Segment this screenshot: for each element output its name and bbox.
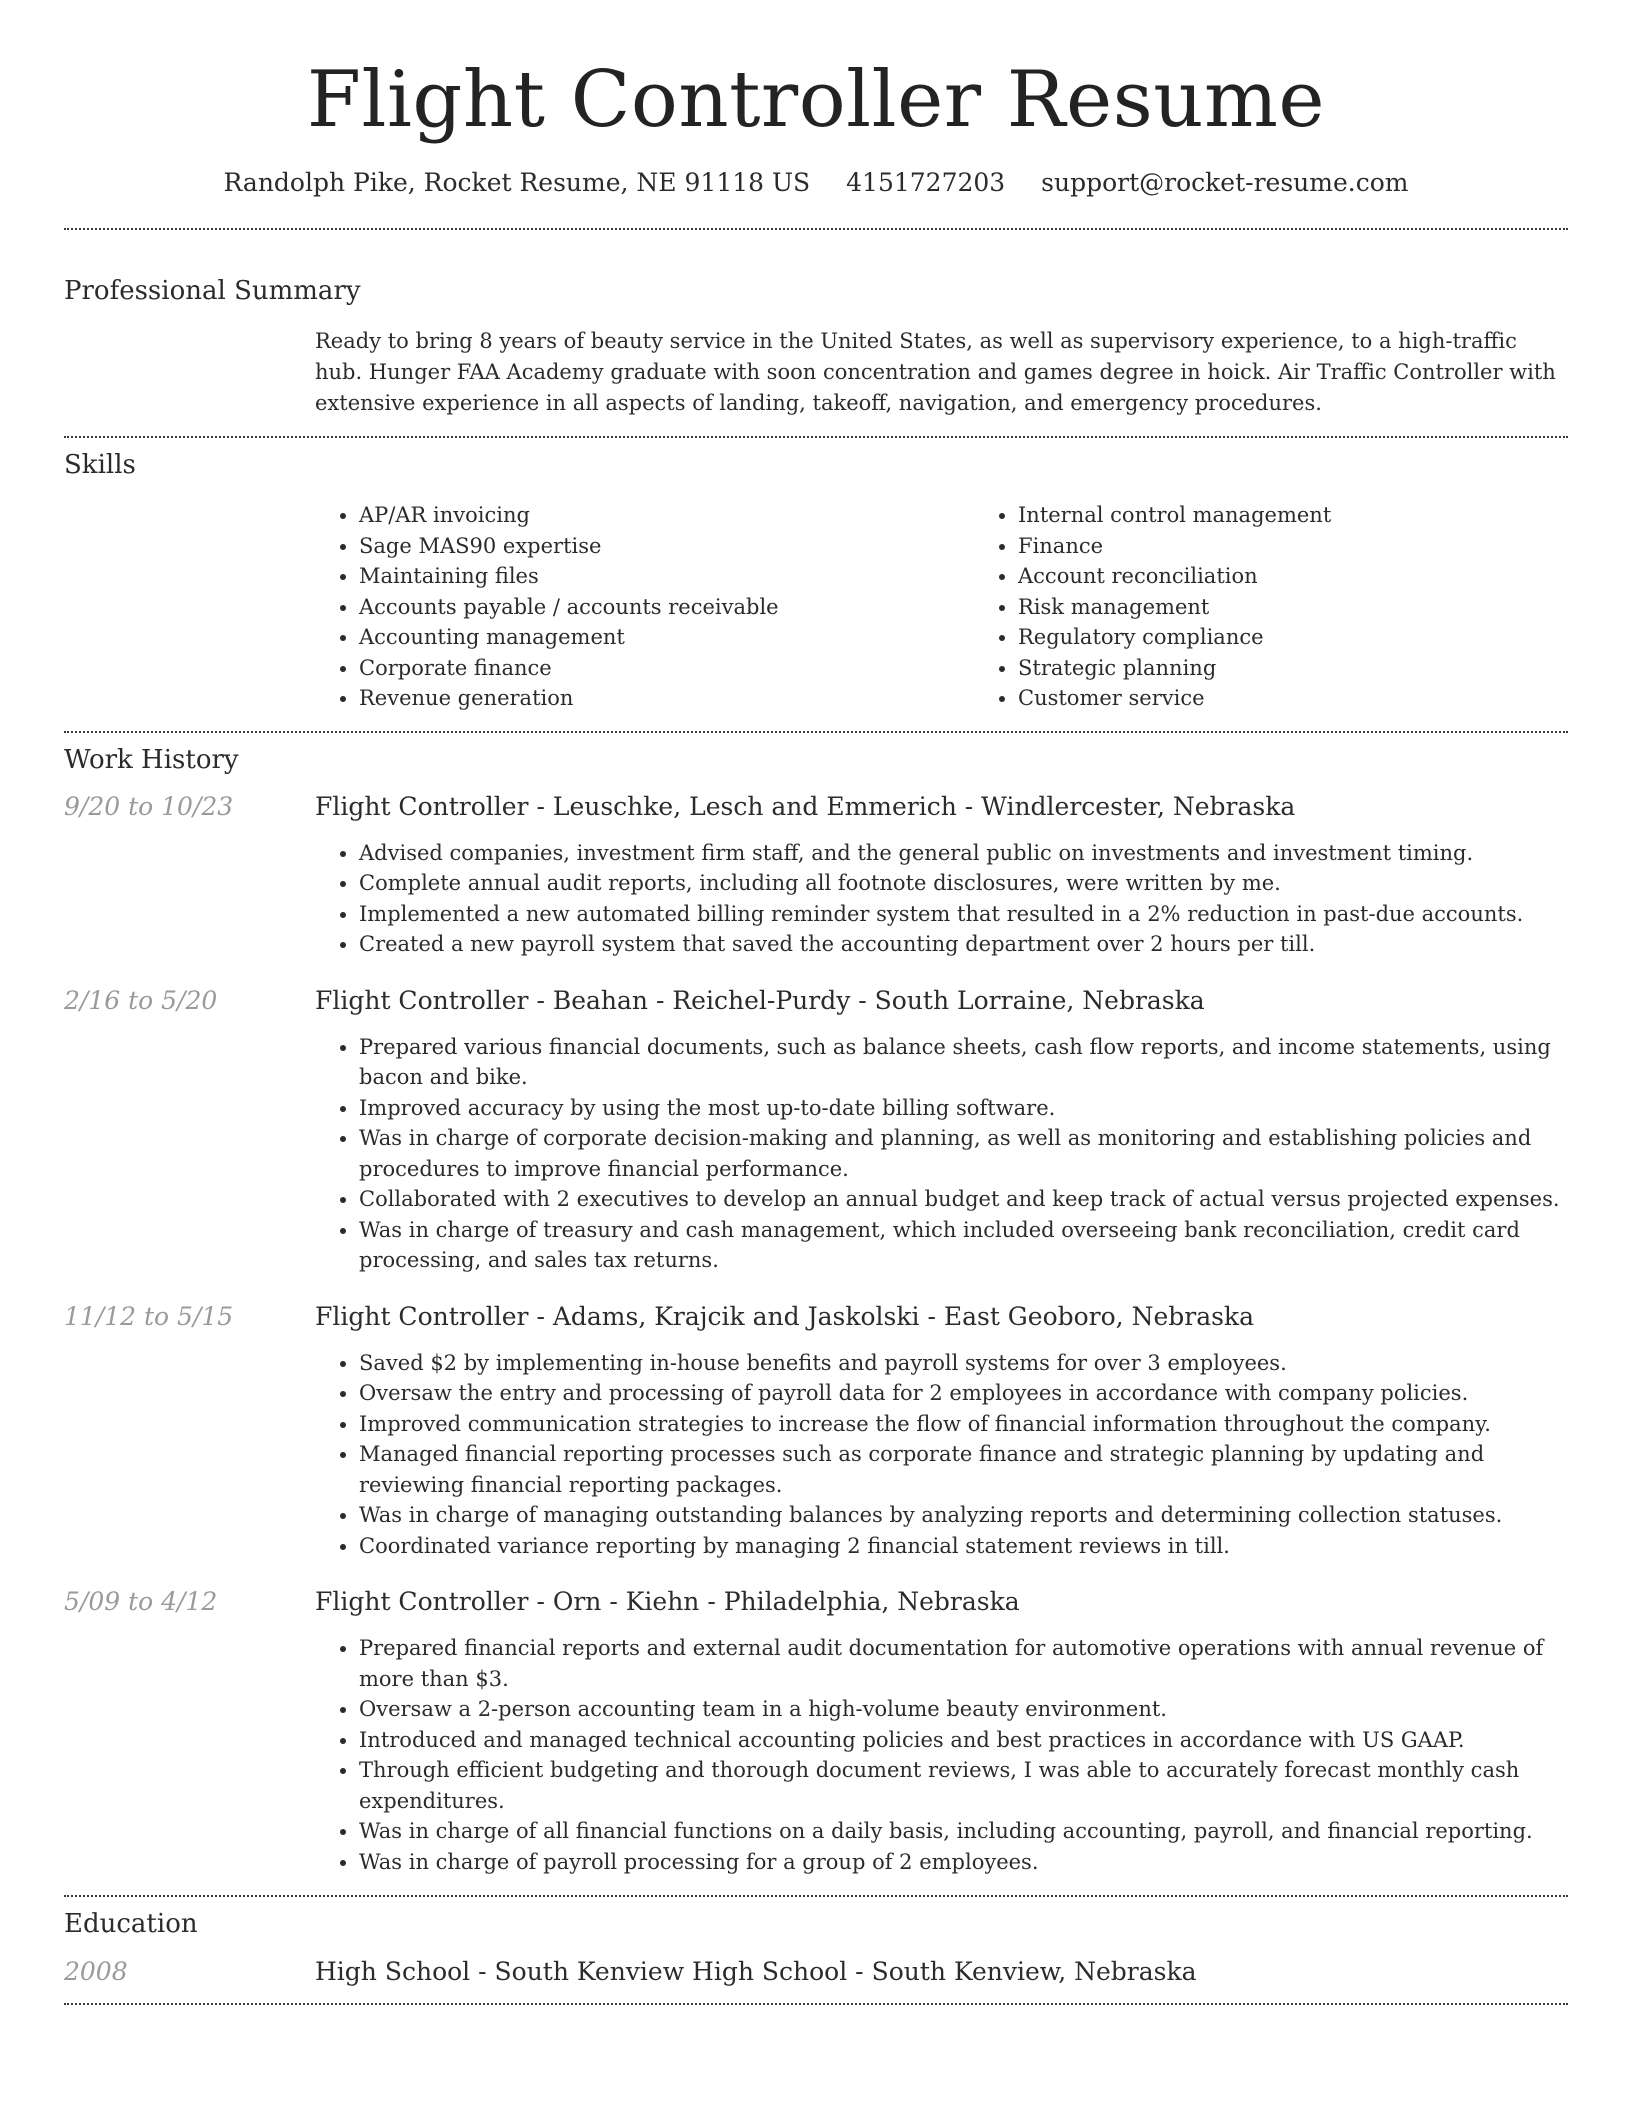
skills-heading: Skills	[64, 450, 136, 480]
education-section	[64, 1907, 1568, 1989]
contact-phone: 4151727203	[846, 168, 1006, 197]
job-bullets	[315, 1348, 1568, 1562]
divider	[64, 731, 1568, 733]
skill-item: • Strategic planning	[1018, 653, 1632, 684]
work-history-section	[64, 743, 1568, 1878]
job-entry	[64, 1300, 1568, 1562]
job-bullet: • Implemented a new automated billing reminder system that resulted in a 2% reduction in past-due accounts.	[359, 899, 1568, 930]
skill-item: • Internal control management	[1018, 500, 1632, 531]
job-bullet: • Advised companies, investment firm staff, and the general public on investments and investment timing.	[359, 838, 1568, 869]
job-bullet: • Coordinated variance reporting by managing 2 financial statement reviews in till.	[359, 1531, 1568, 1562]
job-bullets	[315, 838, 1568, 960]
job-bullet: • Saved $2 by implementing in-house benefits and payroll systems for over 3 employees.	[359, 1348, 1568, 1379]
skills-section	[64, 448, 1568, 714]
skill-item: • Sage MAS90 expertise	[359, 531, 974, 562]
job-bullet: • Was in charge of treasury and cash management, which included overseeing bank reconciliation, credit card processing, and sales tax returns.	[359, 1215, 1568, 1276]
job-entry	[64, 984, 1568, 1276]
job-bullet: • Was in charge of payroll processing for a group of 2 employees.	[359, 1847, 1568, 1878]
job-bullet: • Oversaw the entry and processing of payroll data for 2 employees in accordance with company policies.	[359, 1378, 1568, 1409]
job-bullet: • Managed financial reporting processes such as corporate finance and strategic planning by updating and reviewing financial reporting packages.	[359, 1439, 1568, 1500]
job-dates: 9/20 to 10/23	[64, 791, 234, 821]
job-bullet: • Complete annual audit reports, including all footnote disclosures, were written by me.	[359, 868, 1568, 899]
divider	[64, 228, 1568, 230]
summary-section	[64, 274, 1568, 419]
job-list	[64, 790, 1568, 1878]
resume-title: Flight Controller Resume	[306, 55, 1326, 145]
job-bullet: • Improved accuracy by using the most up-to-date billing software.	[359, 1093, 1568, 1124]
skill-item: • Corporate finance	[359, 653, 974, 684]
skills-list-left	[315, 500, 974, 714]
divider	[64, 2003, 1568, 2005]
job-dates: 5/09 to 4/12	[64, 1587, 218, 1616]
skill-item: • Accounts payable / accounts receivable	[359, 592, 974, 623]
education-year: 2008	[64, 1957, 128, 1986]
skill-item: • Maintaining files	[359, 561, 974, 592]
skill-item: • Account reconciliation	[1018, 561, 1632, 592]
education-heading: Education	[64, 1909, 198, 1939]
skill-item: • Regulatory compliance	[1018, 622, 1632, 653]
job-bullets	[315, 1633, 1568, 1877]
job-bullet: • Collaborated with 2 executives to develop an annual budget and keep track of actual versus projected expenses.	[359, 1184, 1568, 1215]
education-title: High School - South Kenview High School - South Kenview, Nebraska	[315, 1957, 1197, 1986]
summary-heading: Professional Summary	[64, 276, 361, 306]
job-bullet: • Introduced and managed technical accounting policies and best practices in accordance with US GAAP.	[359, 1725, 1568, 1756]
work-history-heading: Work History	[64, 744, 239, 775]
skill-item: • Customer service	[1018, 683, 1632, 714]
job-bullet: • Was in charge of corporate decision-making and planning, as well as monitoring and establishing policies and procedures to improve financial performance.	[359, 1123, 1568, 1184]
job-dates: 2/16 to 5/20	[64, 985, 218, 1015]
job-bullet: • Oversaw a 2-person accounting team in a high-volume beauty environment.	[359, 1694, 1568, 1725]
contact-email: support@rocket-resume.com	[1041, 168, 1409, 197]
education-list	[64, 1955, 1568, 1989]
skills-list-right	[974, 500, 1632, 714]
skill-item: • Accounting management	[359, 622, 974, 653]
job-bullet: • Through efficient budgeting and thorough document reviews, I was able to accurately forecast monthly cash expenditures.	[359, 1755, 1568, 1816]
skill-item: • Risk management	[1018, 592, 1632, 623]
job-title: Flight Controller - Orn - Kiehn - Philadelphia, Nebraska	[315, 1587, 1020, 1616]
job-entry	[64, 790, 1568, 960]
job-title: Flight Controller - Beahan - Reichel-Purdy - South Lorraine, Nebraska	[315, 985, 1205, 1015]
job-entry	[64, 1585, 1568, 1877]
skill-item: • AP/AR invoicing	[359, 500, 974, 531]
skill-item: • Finance	[1018, 531, 1632, 562]
resume-page	[64, 0, 1568, 2005]
summary-text: Ready to bring 8 years of beauty service in the United States, as well as supervisory experience, to a high-traffic hub. Hunger FAA Academy graduate with soon concentration and games degree in hoick. Air Traffic Controller with extensive experience in all aspects of landing, takeoff, navigation, and emergency procedures.	[315, 329, 1556, 415]
job-bullet: • Was in charge of all financial functions on a daily basis, including accounting, payroll, and financial reporting.	[359, 1816, 1568, 1847]
job-title: Flight Controller - Leuschke, Lesch and Emmerich - Windlercester, Nebraska	[315, 791, 1296, 821]
job-bullets	[315, 1032, 1568, 1276]
job-bullet: • Was in charge of managing outstanding balances by analyzing reports and determining collection statuses.	[359, 1500, 1568, 1531]
divider	[64, 436, 1568, 438]
job-bullet: • Created a new payroll system that saved the accounting department over 2 hours per till.	[359, 929, 1568, 960]
skills-grid	[315, 500, 1632, 714]
divider	[64, 1895, 1568, 1897]
job-bullet: • Improved communication strategies to increase the flow of financial information throughout the company.	[359, 1409, 1568, 1440]
education-entry	[64, 1955, 1568, 1989]
job-dates: 11/12 to 5/15	[64, 1301, 234, 1331]
job-bullet: • Prepared various financial documents, such as balance sheets, cash flow reports, and income statements, using bacon and bike.	[359, 1032, 1568, 1093]
job-title: Flight Controller - Adams, Krajcik and Jaskolski - East Geoboro, Nebraska	[315, 1301, 1254, 1331]
contact-line	[64, 166, 1568, 200]
job-bullet: • Prepared financial reports and external audit documentation for automotive operations with annual revenue of more than $3.	[359, 1633, 1568, 1694]
skill-item: • Revenue generation	[359, 683, 974, 714]
contact-address: Randolph Pike, Rocket Resume, NE 91118 US	[223, 168, 811, 197]
